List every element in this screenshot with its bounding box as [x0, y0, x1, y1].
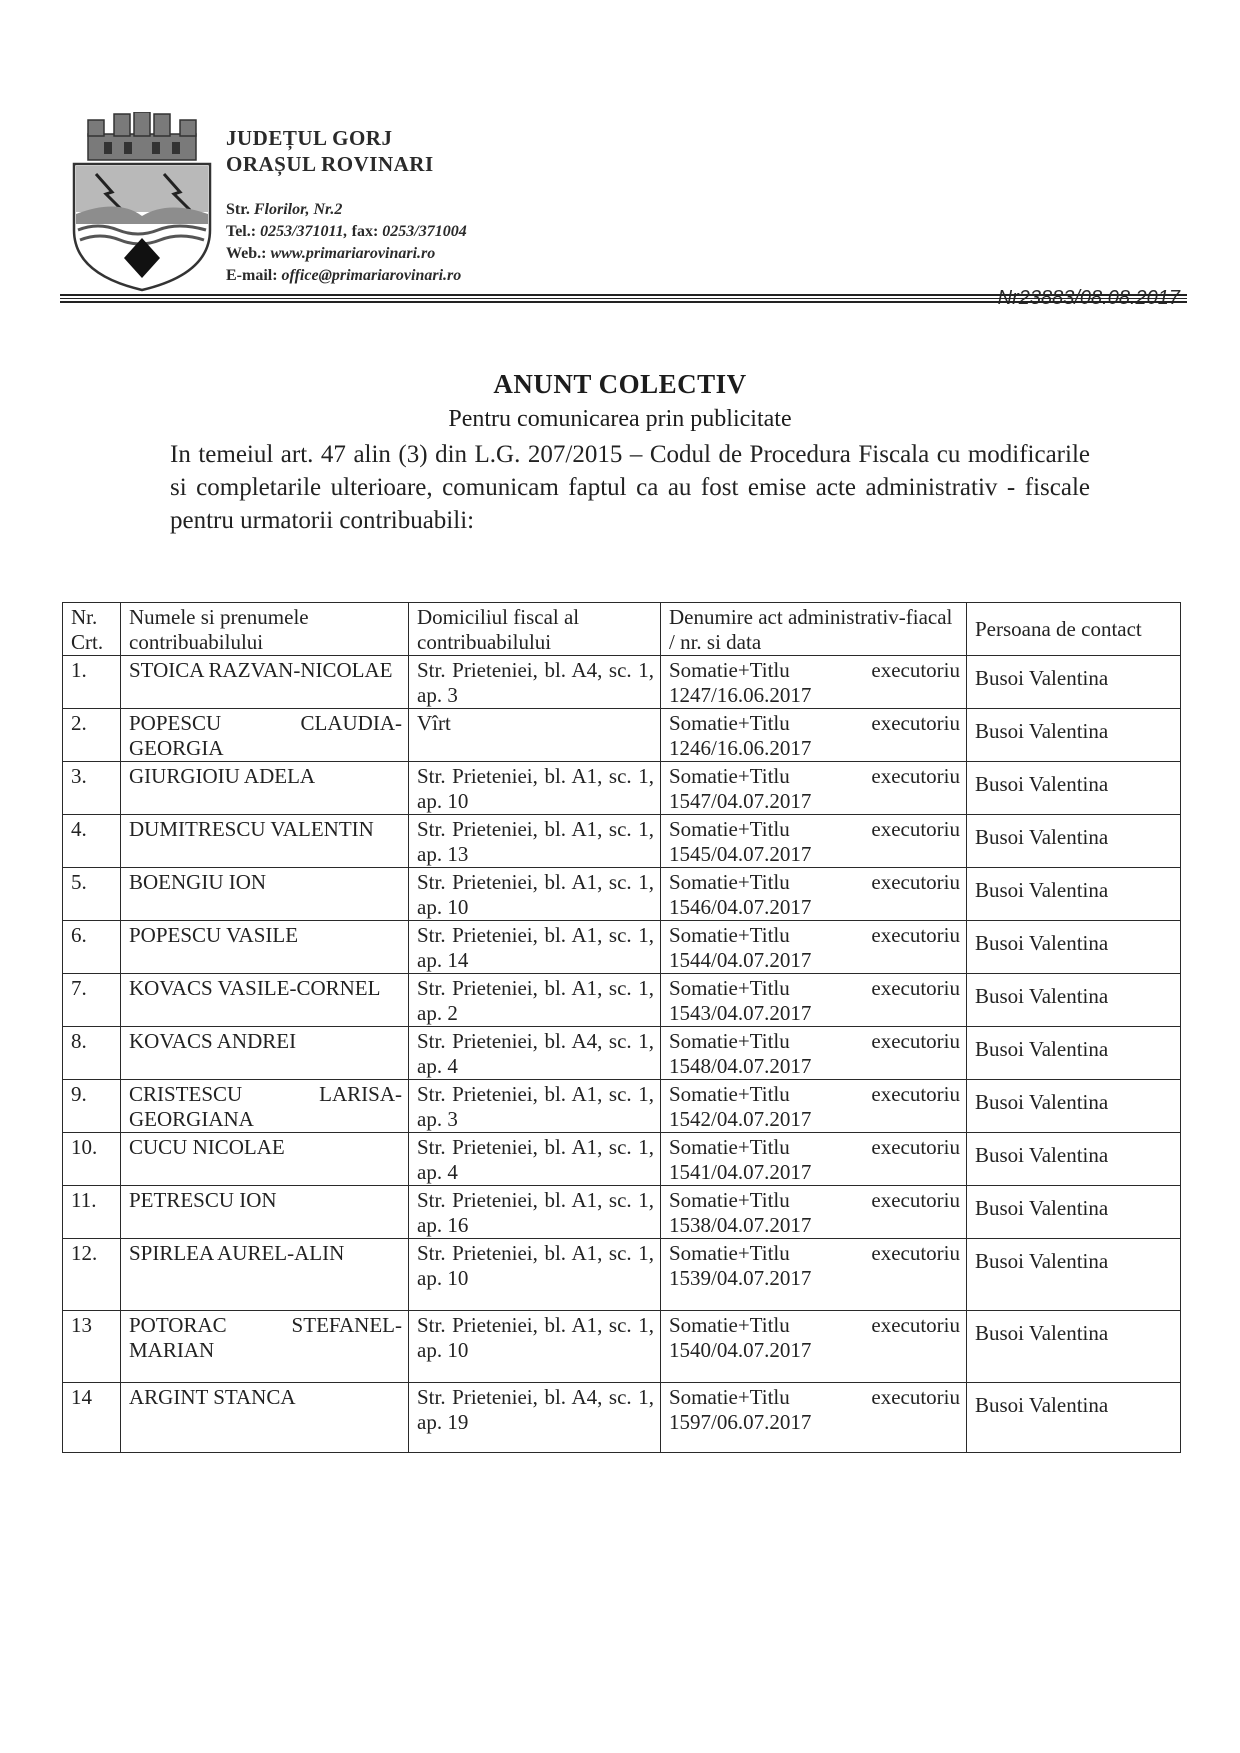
table-row — [63, 921, 1181, 974]
address-cell: Str. Prieteniei, bl. A1, sc. 1, ap. 16 — [409, 1186, 661, 1239]
nr-cell: 8. — [63, 1027, 121, 1080]
contact-cell: Busoi Valentina — [967, 868, 1181, 921]
table-row — [63, 868, 1181, 921]
web-line — [226, 245, 467, 267]
town-name: ORAȘUL ROVINARI — [226, 152, 434, 176]
address-label: Str. — [226, 201, 250, 218]
web-value[interactable]: www.primariarovinari.ro — [270, 245, 436, 262]
act-cell: Somatie+Titlu executoriu 1548/04.07.2017 — [661, 1027, 967, 1080]
address-cell: Str. Prieteniei, bl. A4, sc. 1, ap. 4 — [409, 1027, 661, 1080]
name-cell: PETRESCU ION — [121, 1186, 409, 1239]
tel-value: 0253/371011, — [260, 223, 348, 240]
address-cell: Str. Prieteniei, bl. A1, sc. 1, ap. 10 — [409, 1239, 661, 1311]
name-cell: BOENGIU ION — [121, 868, 409, 921]
nr-cell: 13 — [63, 1311, 121, 1383]
table-row — [63, 1133, 1181, 1186]
notice-title: ANUNT COLECTIV — [493, 369, 747, 399]
notice-subtitle: Pentru comunicarea prin publicitate — [448, 406, 792, 432]
act-cell: Somatie+Titlu executoriu 1545/04.07.2017 — [661, 815, 967, 868]
contact-cell: Busoi Valentina — [967, 1186, 1181, 1239]
notice-body: In temeiul art. 47 alin (3) din L.G. 207/2015 – Codul de Procedura Fiscala cu modificarile si completarile ulterioare, comunicam faptul ca au fost emise acte administrativ - fiscale pentru urmatorii contribuabili: — [170, 441, 1090, 534]
table-row — [63, 656, 1181, 709]
name-cell: GIURGIOIU ADELA — [121, 762, 409, 815]
tel-label: Tel.: — [226, 223, 257, 240]
table-row — [63, 1186, 1181, 1239]
nr-cell: 12. — [63, 1239, 121, 1311]
table-row — [63, 1027, 1181, 1080]
contact-cell: Busoi Valentina — [967, 1311, 1181, 1383]
name-cell: POPESCU CLAUDIA-GEORGIA — [121, 709, 409, 762]
email-label: E-mail: — [226, 267, 278, 284]
nr-cell: 2. — [63, 709, 121, 762]
address-cell: Str. Prieteniei, bl. A1, sc. 1, ap. 4 — [409, 1133, 661, 1186]
name-cell: ARGINT STANCA — [121, 1383, 409, 1453]
contact-cell: Busoi Valentina — [967, 709, 1181, 762]
header-name: Numele si prenumele contribuabilului — [121, 603, 409, 656]
nr-cell: 11. — [63, 1186, 121, 1239]
header-act: Denumire act administrativ-fiacal / nr. si data — [661, 603, 967, 656]
contact-block — [226, 201, 467, 289]
table-row — [63, 1383, 1181, 1453]
address-cell: Str. Prieteniei, bl. A1, sc. 1, ap. 2 — [409, 974, 661, 1027]
contact-cell: Busoi Valentina — [967, 762, 1181, 815]
act-cell: Somatie+Titlu executoriu 1543/04.07.2017 — [661, 974, 967, 1027]
act-cell: Somatie+Titlu executoriu 1538/04.07.2017 — [661, 1186, 967, 1239]
act-cell: Somatie+Titlu executoriu 1542/04.07.2017 — [661, 1080, 967, 1133]
act-cell: Somatie+Titlu executoriu 1544/04.07.2017 — [661, 921, 967, 974]
nr-cell: 1. — [63, 656, 121, 709]
name-cell: CRISTESCU LARISA-GEORGIANA — [121, 1080, 409, 1133]
address-cell: Str. Prieteniei, bl. A1, sc. 1, ap. 3 — [409, 1080, 661, 1133]
header-address: Domiciliul fiscal al contribuabilului — [409, 603, 661, 656]
nr-cell: 10. — [63, 1133, 121, 1186]
taxpayers-table — [62, 602, 1181, 1453]
act-cell: Somatie+Titlu executoriu 1247/16.06.2017 — [661, 656, 967, 709]
act-cell: Somatie+Titlu executoriu 1546/04.07.2017 — [661, 868, 967, 921]
contact-cell: Busoi Valentina — [967, 1383, 1181, 1453]
header-divider — [60, 294, 1187, 296]
address-cell: Str. Prieteniei, bl. A4, sc. 1, ap. 3 — [409, 656, 661, 709]
nr-cell: 7. — [63, 974, 121, 1027]
table-row — [63, 1239, 1181, 1311]
header-contact: Persoana de contact — [967, 603, 1181, 656]
nr-cell: 3. — [63, 762, 121, 815]
address-cell: Str. Prieteniei, bl. A1, sc. 1, ap. 14 — [409, 921, 661, 974]
table-row — [63, 1080, 1181, 1133]
nr-cell: 9. — [63, 1080, 121, 1133]
table-row — [63, 974, 1181, 1027]
header-divider-bottom — [60, 301, 1187, 303]
name-cell: DUMITRESCU VALENTIN — [121, 815, 409, 868]
address-value: Florilor, Nr.2 — [253, 201, 343, 218]
county-name: JUDEȚUL GORJ — [226, 126, 393, 150]
nr-cell: 5. — [63, 868, 121, 921]
table-body — [63, 656, 1181, 1453]
fax-label: fax: — [351, 223, 379, 240]
table-row — [63, 762, 1181, 815]
table-header-row — [63, 603, 1181, 656]
contact-cell: Busoi Valentina — [967, 656, 1181, 709]
table-row — [63, 709, 1181, 762]
contact-cell: Busoi Valentina — [967, 974, 1181, 1027]
email-value[interactable]: office@primariarovinari.ro — [281, 267, 462, 284]
contact-cell: Busoi Valentina — [967, 815, 1181, 868]
organization-name — [226, 128, 434, 175]
fax-value: 0253/371004 — [382, 223, 467, 240]
act-cell: Somatie+Titlu executoriu 1597/06.07.2017 — [661, 1383, 967, 1453]
act-cell: Somatie+Titlu executoriu 1547/04.07.2017 — [661, 762, 967, 815]
address-cell: Str. Prieteniei, bl. A1, sc. 1, ap. 13 — [409, 815, 661, 868]
phone-line — [226, 223, 467, 245]
name-cell: SPIRLEA AUREL-ALIN — [121, 1239, 409, 1311]
web-label: Web.: — [226, 245, 267, 262]
email-line — [226, 267, 467, 289]
act-cell: Somatie+Titlu executoriu 1539/04.07.2017 — [661, 1239, 967, 1311]
name-cell: POPESCU VASILE — [121, 921, 409, 974]
nr-cell: 4. — [63, 815, 121, 868]
act-cell: Somatie+Titlu executoriu 1540/04.07.2017 — [661, 1311, 967, 1383]
name-cell: KOVACS ANDREI — [121, 1027, 409, 1080]
address-cell: Str. Prieteniei, bl. A1, sc. 1, ap. 10 — [409, 762, 661, 815]
name-cell: STOICA RAZVAN-NICOLAE — [121, 656, 409, 709]
name-cell: POTORAC STEFANEL-MARIAN — [121, 1311, 409, 1383]
name-cell: CUCU NICOLAE — [121, 1133, 409, 1186]
contact-cell: Busoi Valentina — [967, 1133, 1181, 1186]
address-cell: Str. Prieteniei, bl. A1, sc. 1, ap. 10 — [409, 868, 661, 921]
coat-of-arms-icon — [68, 112, 216, 292]
address-cell: Str. Prieteniei, bl. A4, sc. 1, ap. 19 — [409, 1383, 661, 1453]
header-divider-thin — [60, 298, 1187, 299]
act-cell: Somatie+Titlu executoriu 1246/16.06.2017 — [661, 709, 967, 762]
table-row — [63, 815, 1181, 868]
address-cell: Str. Prieteniei, bl. A1, sc. 1, ap. 10 — [409, 1311, 661, 1383]
table-row — [63, 1311, 1181, 1383]
contact-cell: Busoi Valentina — [967, 1239, 1181, 1311]
contact-cell: Busoi Valentina — [967, 1080, 1181, 1133]
contact-cell: Busoi Valentina — [967, 1027, 1181, 1080]
nr-cell: 14 — [63, 1383, 121, 1453]
header-nr: Nr. Crt. — [63, 603, 121, 656]
name-cell: KOVACS VASILE-CORNEL — [121, 974, 409, 1027]
address-line — [226, 201, 467, 223]
nr-cell: 6. — [63, 921, 121, 974]
address-cell: Vîrt — [409, 709, 661, 762]
contact-cell: Busoi Valentina — [967, 921, 1181, 974]
act-cell: Somatie+Titlu executoriu 1541/04.07.2017 — [661, 1133, 967, 1186]
